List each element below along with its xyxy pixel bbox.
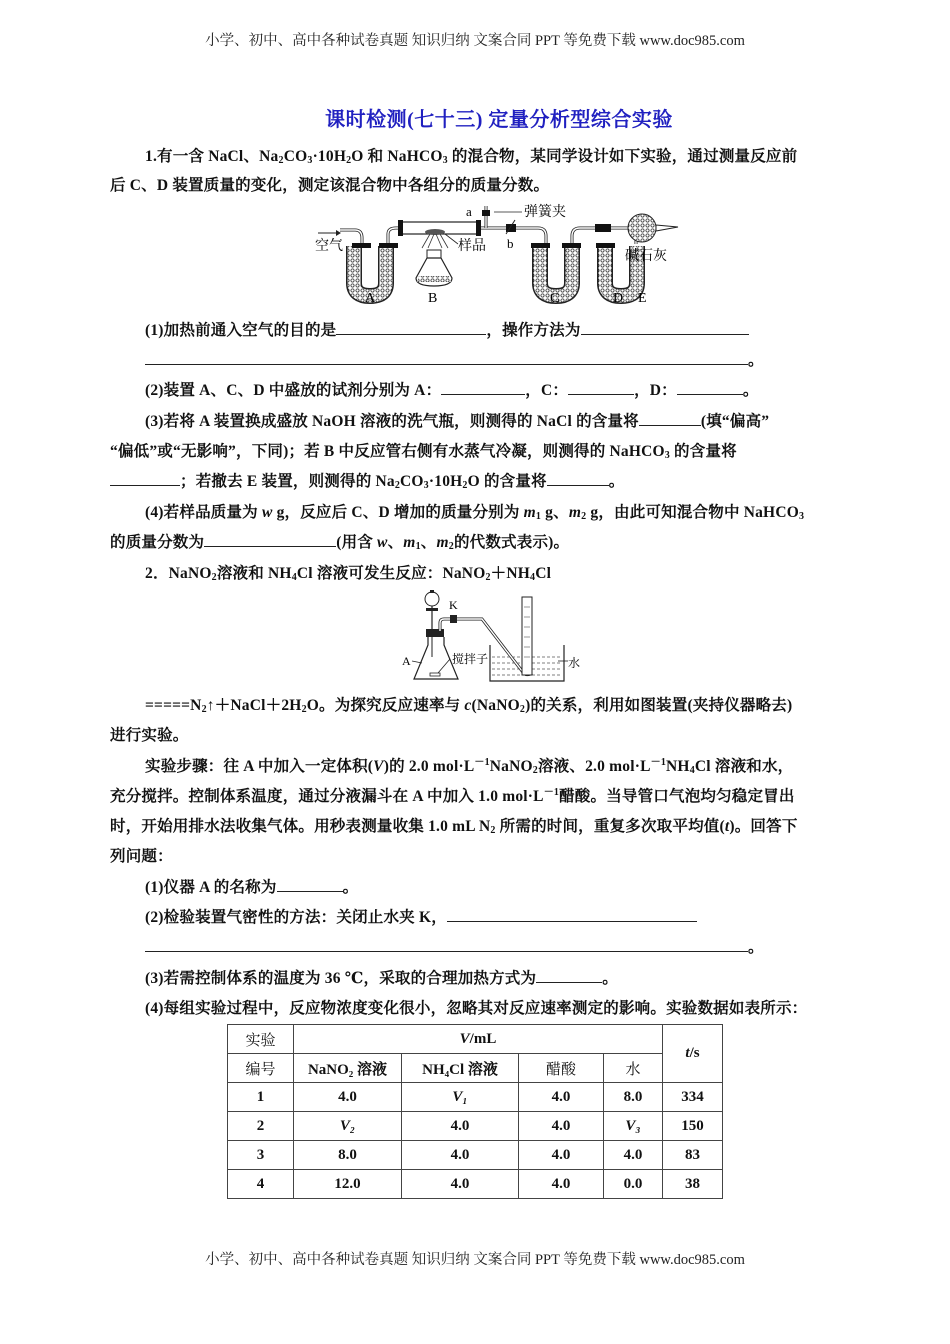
q2-equation-line2: 进行实验。 (110, 727, 189, 744)
q2-stem: 2．NaNO$_2$溶液和 $NH_4Cl$ 溶液可发生反应：$NaNO_2+NH_4Cl$ (145, 565, 552, 583)
svg-text:D: D (613, 291, 624, 306)
label-water: 水 (568, 656, 581, 670)
label-air: 空气 (315, 239, 343, 254)
q1-part1: (1)加热前通入空气的目的是 ，操作方法为 (145, 318, 749, 340)
label-k: K (449, 598, 458, 612)
air-arrow-icon (318, 230, 341, 236)
answer-blank[interactable] (110, 471, 180, 486)
table-row: 2 V₂ 4.0 4.0 V₃ 150 (228, 1112, 723, 1141)
answer-blank[interactable] (568, 380, 634, 395)
answer-blank[interactable] (336, 320, 486, 335)
table-row: 1 4.0 V₁ 4.0 8.0 334 (228, 1083, 723, 1112)
answer-blank[interactable] (441, 380, 525, 395)
q2-part2-cont: 。 (145, 935, 764, 957)
graduated-cylinder (522, 597, 532, 675)
page-title: 课时检测(七十三) 定量分析型综合实验 (325, 109, 673, 131)
answer-blank[interactable] (204, 532, 336, 547)
q1-part4-line2: 的质量分数为 (用含 w、$m_1$、$m_2$的代数式表示)。 (110, 534, 570, 552)
header-water: 水 (604, 1054, 663, 1083)
label-sample: 样品 (458, 239, 486, 254)
q2-equation-line: $=====N_2↑+NaCl+2H_2O$。为探究反应速率与 c(NaNO$_2$)的关系，利用如图装置(夹持仪器略去) (145, 697, 793, 715)
q1-part3-line2: “偏低”或“无影响”，下同)；若 B 中反应管右侧有水蒸气冷凝，则测得的 NaHCO$_3$ 的含量将 (110, 443, 737, 461)
label-flask-a: A (402, 654, 411, 668)
answer-blank[interactable] (277, 877, 343, 892)
q1-part1-cont: 。 (145, 348, 764, 370)
svg-text:B: B (428, 291, 438, 306)
label-a: a (466, 204, 472, 219)
label-b: b (507, 236, 514, 251)
q1-apparatus-diagram (310, 198, 680, 308)
table-row: 4 12.0 4.0 4.0 0.0 38 (228, 1170, 723, 1199)
header-exp-1: 实验 (228, 1025, 294, 1054)
header-nh4cl: NH₄Cl 溶液 (402, 1054, 519, 1083)
header-exp-2: 编号 (228, 1054, 294, 1083)
q1-stem-line1: 1.有一含 NaCl、$Na_2CO_3\cdot 10H_2O$ 和 NaHCO$_3$ 的混合物，某同学设计如下实验，通过测量反应前 (145, 148, 798, 166)
q2-apparatus-diagram (392, 587, 592, 683)
answer-blank[interactable] (145, 350, 748, 365)
answer-blank[interactable] (145, 937, 748, 952)
q2-steps-line4: 列问题： (110, 848, 173, 865)
header-volume: V/mL (294, 1025, 663, 1054)
answer-blank[interactable] (547, 471, 609, 486)
q2-part1: (1)仪器 A 的名称为 。 (145, 879, 359, 896)
q2-steps-line3: 时，开始用排水法收集气体。用秒表测量收集 1.0 mL $N_2$ 所需的时间，重复多次取平均值(t)。回答下 (110, 818, 798, 836)
drying-tube-e (628, 214, 678, 242)
experiment-data-table (227, 1024, 723, 1199)
table-row: 3 8.0 4.0 4.0 4.0 83 (228, 1141, 723, 1170)
label-spring-clip: 弹簧夹 (524, 205, 566, 220)
answer-blank[interactable] (581, 320, 749, 335)
q2-steps-line1: 实验步骤：往 A 中加入一定体积(V)的 2.0 $mol\cdot L^{-1}NaNO_2$溶液、2.0 $mol\cdot L^{-1}NH_4Cl$ 溶液和水， (145, 757, 794, 776)
answer-blank[interactable] (677, 380, 743, 395)
header-banner: 小学、初中、高中各种试卷真题 知识归纳 文案合同 PPT 等免费下载 www.doc985.com (205, 33, 745, 49)
q1-stem-line2: 后 C、D 装置质量的变化，测定该混合物中各组分的质量分数。 (110, 177, 550, 194)
q1-part3-line3: ；若撤去 E 装置，则测得的 $Na_2CO_3\cdot 10H_2O$ 的含量将 。 (110, 469, 624, 491)
footer-banner: 小学、初中、高中各种试卷真题 知识归纳 文案合同 PPT 等免费下载 www.doc985.com (205, 1252, 745, 1268)
svg-text:E: E (638, 291, 647, 306)
svg-text:C: C (550, 291, 560, 306)
q1-part4-line1: (4)若样品质量为 w g，反应后 C、D 增加的质量分别为 $m_1$ g、$m_2$ g，由此可知混合物中 NaHCO$_3$ (145, 504, 805, 522)
answer-blank[interactable] (536, 968, 602, 983)
header-time: t/s (663, 1025, 723, 1083)
q2-part2: (2)检验装置气密性的方法：关闭止水夹 K， (145, 905, 697, 927)
q2-steps-line2: 充分搅拌。控制体系温度，通过分液漏斗在 A 中加入 1.0 $mol\cdot L^{-1}$醋酸。当导管口气泡均匀稳定冒出 (110, 787, 795, 805)
q2-part4: (4)每组实验过程中，反应物浓度变化很小，忽略其对反应速率测定的影响。实验数据如表所示： (145, 1000, 808, 1017)
u-tube-a (340, 228, 410, 296)
label-stirrer: 搅拌子 (452, 652, 489, 666)
q2-part3: (3)若需控制体系的温度为 36 ℃，采取的合理加热方式为 。 (145, 970, 618, 987)
answer-blank[interactable] (639, 411, 701, 426)
answer-blank[interactable] (447, 907, 697, 922)
label-soda-lime: 碱石灰 (625, 249, 667, 264)
header-nano2: NaNO₂ 溶液 (294, 1054, 402, 1083)
q1-part3-line1: (3)若将 A 装置换成盛放 NaOH 溶液的洗气瓶，则测得的 NaCl 的含量将 (填“偏高” (145, 413, 770, 430)
q1-part2: (2)装置 A、C、D 中盛放的试剂分别为 A： ，C： ，D： 。 (145, 382, 759, 399)
svg-text:A: A (365, 291, 376, 306)
header-acetic-acid: 醋酸 (519, 1054, 604, 1083)
